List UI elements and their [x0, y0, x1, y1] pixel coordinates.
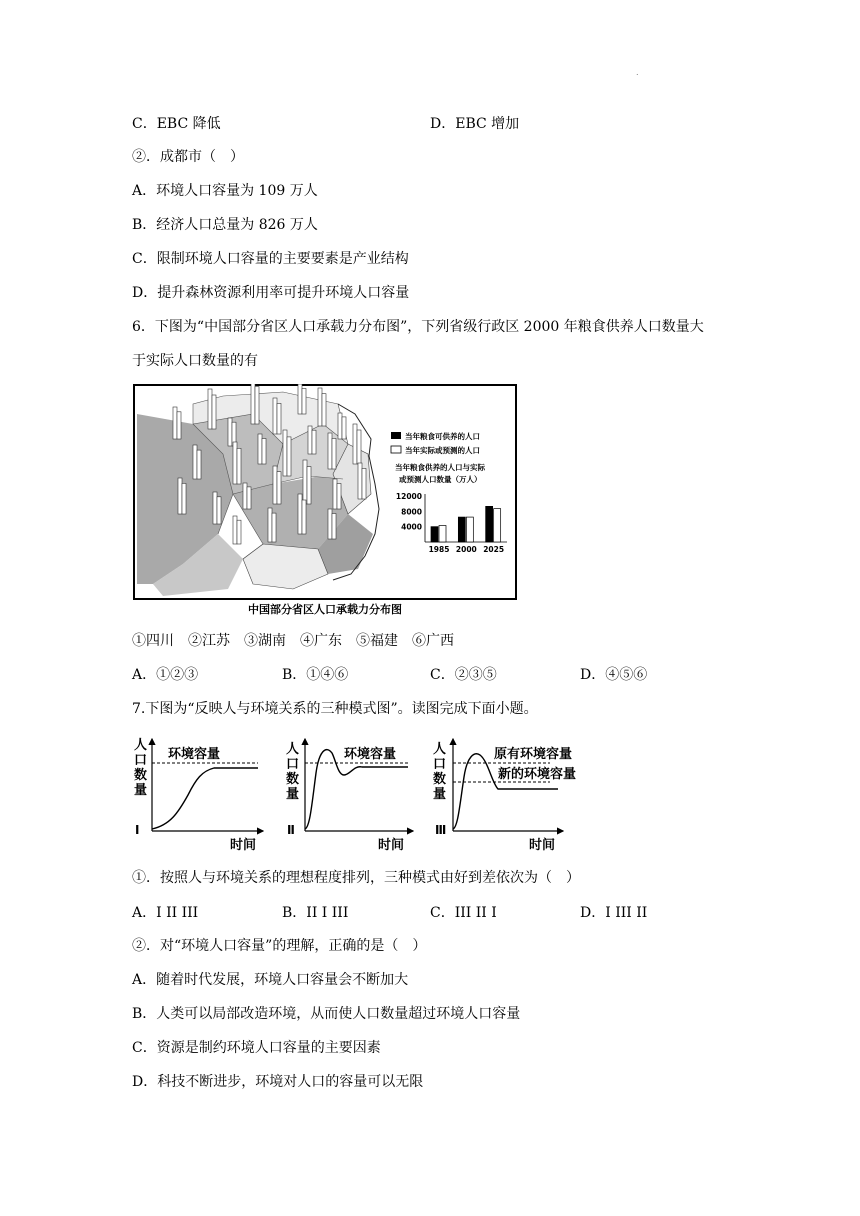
panel2-ylabel-1: 人: [286, 742, 300, 757]
q7-sub2-option-b: B．人类可以局部改造环境，从而使人口数量超过环境人口容量: [132, 1006, 521, 1022]
panel1-ylabel-4: 量: [134, 783, 148, 798]
panel2-ylabel-4: 量: [286, 787, 300, 802]
q6-option-c: C．②③⑤: [430, 667, 497, 683]
inset-x-tick-label: 2000: [455, 545, 477, 554]
map-bar-actual: [283, 430, 287, 476]
panel2-ylabel-3: 数: [286, 772, 300, 787]
map-bar-food: [337, 484, 341, 510]
map-bar-food: [212, 395, 216, 429]
panel1-capacity-label: 环境容量: [168, 747, 221, 762]
q6-province-list: ①四川 ②江苏 ③湖南 ④广东 ⑤福建 ⑥广西: [132, 633, 454, 649]
legend-food-label: 当年粮食可供养的人口: [405, 432, 480, 441]
q5-sub2-option-b: B．经济人口总量为 826 万人: [132, 217, 318, 233]
map-bar-actual: [358, 463, 362, 499]
inset-x-tick-label: 2025: [483, 545, 505, 554]
graph-panel-1: [134, 738, 263, 853]
map-bar-food: [237, 448, 241, 484]
q7-sub1-stem: ①．按照人与环境关系的理想程度排列，三种模式由好到差依次为（ ）: [132, 870, 580, 886]
q7-sub1-option-c: C．III II I: [430, 905, 497, 921]
map-bar-food: [247, 487, 251, 509]
map-bar-actual: [328, 509, 332, 539]
q5-sub2-option-d: D．提升森林资源利用率可提升环境人口容量: [132, 285, 410, 301]
panel3-ylabel-3: 数: [433, 772, 447, 787]
inset-y-tick-label: 12000: [395, 492, 422, 501]
map-bar-actual: [233, 442, 237, 484]
q5-sub2-option-a: A．环境人口容量为 109 万人: [132, 183, 318, 199]
map-bar-food: [277, 403, 281, 434]
map-bar-actual: [298, 494, 302, 534]
map-bar-actual: [213, 492, 217, 524]
map-bar-food: [332, 438, 336, 469]
panel3-new-capacity-label: 新的环境容量: [498, 767, 577, 782]
map-bar-actual: [273, 466, 277, 504]
inset-bar-actual: [466, 517, 473, 542]
header-dot: .: [636, 68, 639, 77]
panel3-numeral: Ⅲ: [435, 823, 447, 837]
panel3-xlabel: 时间: [529, 838, 556, 853]
map-bar-actual: [193, 445, 197, 479]
graph-panel-2: [286, 739, 413, 853]
inset-bar-actual: [439, 526, 446, 542]
panel3-ylabel-1: 人: [433, 742, 447, 757]
panel1-ylabel-2: 口: [134, 753, 148, 768]
q6-option-b: B．①④⑥: [282, 667, 349, 683]
map-bar-actual: [303, 460, 307, 504]
q7-sub1-option-d: D．I III II: [580, 905, 648, 921]
panel2-capacity-label: 环境容量: [344, 747, 397, 762]
inset-y-tick-label: 4000: [401, 522, 422, 532]
inset-title-line1: 当年粮食供养的人口与实际: [395, 463, 485, 472]
q6-option-a: A．①②③: [132, 667, 199, 683]
map-bar-food: [307, 467, 311, 504]
map-bar-food: [312, 430, 316, 454]
inset-title-line2: 或预测人口数量（万人）: [399, 475, 482, 484]
map-bar-food: [217, 497, 221, 524]
map-bar-food: [322, 394, 326, 426]
map-bar-food: [287, 437, 291, 476]
map-bar-food: [177, 412, 181, 439]
panel2-xlabel: 时间: [378, 838, 405, 853]
q7-sub2-option-a: A．随着时代发展，环境人口容量会不断加大: [132, 972, 409, 988]
map-bar-actual: [298, 384, 302, 414]
q7-sub1-option-a: A．I II III: [132, 905, 199, 921]
map-bar-actual: [338, 413, 342, 439]
map-bar-food: [362, 468, 366, 499]
inset-bar-food: [431, 527, 438, 542]
panel3-ylabel-2: 口: [433, 757, 447, 772]
q5-option-c: C．EBC 降低: [132, 116, 221, 132]
q6-stem-line1: 6．下图为“中国部分省区人口承载力分布图”，下列省级行政区 2000 年粮食供养人口数量大: [132, 319, 704, 335]
map-bar-food: [237, 520, 241, 544]
map-bar-food: [302, 389, 306, 415]
map-bar-actual: [208, 389, 212, 429]
map-bar-actual: [328, 433, 332, 469]
map-bar-actual: [173, 407, 177, 439]
legend-actual-label: 当年实际或预测的人口: [405, 446, 480, 455]
map-bar-actual: [233, 516, 237, 544]
graph-panel-3: [433, 739, 576, 853]
map-caption: 中国部分省区人口承载力分布图: [248, 603, 402, 616]
map-bar-actual: [228, 418, 232, 446]
q7-sub2-stem: ②．对“环境人口容量”的理解，正确的是（ ）: [132, 938, 427, 954]
panel1-ylabel-3: 数: [134, 768, 148, 783]
q5-option-d: D．EBC 增加: [430, 116, 520, 132]
map-bar-food: [357, 430, 361, 464]
map-bar-actual: [273, 398, 277, 434]
q5-sub2-option-c: C．限制环境人口容量的主要要素是产业结构: [132, 251, 409, 267]
map-bar-food: [182, 483, 186, 514]
map-bar-actual: [333, 479, 337, 509]
q7-stem: 7.下图为“反映人与环境关系的三种模式图”。读图完成下面小题。: [132, 701, 538, 717]
panel3-old-capacity-label: 原有环境容量: [494, 747, 573, 762]
inset-bar-food: [486, 506, 493, 542]
map-bar-actual: [243, 483, 247, 509]
panel1-numeral: Ⅰ: [135, 823, 140, 837]
map-bar-food: [262, 439, 266, 465]
map-bar-food: [255, 387, 259, 424]
map-bar-actual: [258, 434, 262, 464]
population-capacity-map: [133, 384, 517, 600]
q7-sub1-option-b: B．II I III: [282, 905, 349, 921]
inset-x-tick-label: 1985: [428, 545, 450, 554]
inset-bar-food: [458, 517, 465, 542]
q5-sub2-stem: ②．成都市（ ）: [132, 149, 244, 165]
panel3-ylabel-4: 量: [433, 787, 447, 802]
inset-y-tick-label: 8000: [401, 507, 422, 517]
map-bar-actual: [318, 388, 322, 426]
map-bar-actual: [308, 426, 312, 454]
q7-sub2-option-c: C．资源是制约环境人口容量的主要因素: [132, 1040, 381, 1056]
panel1-ylabel-1: 人: [134, 738, 148, 753]
q6-option-d: D．④⑤⑥: [580, 667, 648, 683]
map-bar-actual: [353, 424, 357, 464]
panel1-xlabel: 时间: [230, 838, 257, 853]
map-bar-actual: [251, 384, 255, 424]
inset-bar-actual: [494, 509, 501, 542]
map-bar-food: [277, 472, 281, 504]
map-bar-food: [272, 513, 276, 542]
map-bar-food: [332, 514, 336, 540]
q6-stem-line2: 于实际人口数量的有: [132, 353, 258, 369]
panel2-numeral: Ⅱ: [287, 823, 295, 837]
map-bar-food: [342, 417, 346, 439]
three-mode-graphs: [130, 733, 610, 855]
map-bar-actual: [178, 478, 182, 514]
map-bar-actual: [268, 508, 272, 542]
map-bar-food: [197, 450, 201, 479]
map-bar-food: [302, 500, 306, 534]
panel2-ylabel-2: 口: [286, 757, 300, 772]
q7-sub2-option-d: D．科技不断进步，环境对人口的容量可以无限: [132, 1074, 424, 1090]
